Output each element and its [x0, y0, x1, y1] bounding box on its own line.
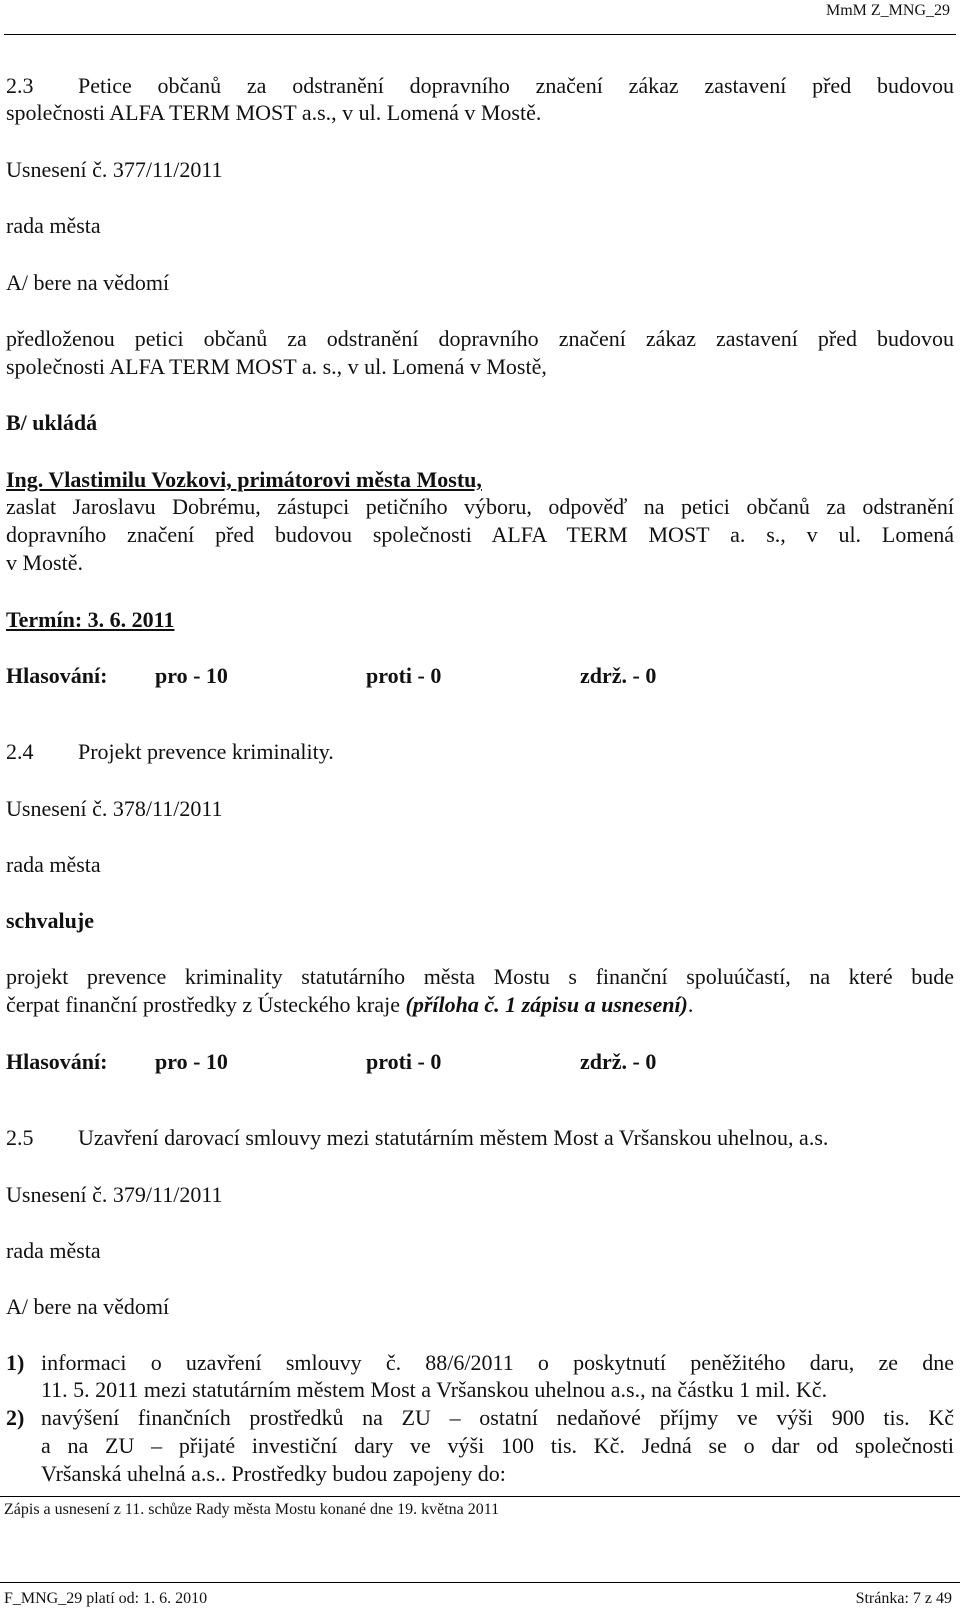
section-b-text: zaslat Jaroslavu Dobrému, zástupci petičního výboru, odpověď na petici občanů za odstranění — [6, 494, 954, 519]
list-item-text-cont: 11. 5. 2011 mezi statutárním městem Most a Vršanskou uhelnou a.s., na částku 1 mil. Kč. — [41, 1377, 828, 1402]
vote-zdrz: zdrž. - 0 — [580, 663, 657, 688]
vote-zdrz: zdrž. - 0 — [580, 1049, 657, 1074]
section-a-label: A/ bere na vědomí — [6, 1294, 170, 1319]
item-title: Uzavření darovací smlouvy mezi statutárním městem Most a Vršanskou uhelnou, a.s. — [78, 1125, 829, 1150]
section-a-label: A/ bere na vědomí — [6, 270, 170, 295]
footer-rule-bottom — [0, 1582, 960, 1583]
footer-rule — [0, 1496, 960, 1497]
resolution-text-cont — [6, 991, 693, 1019]
attachment-reference: (příloha č. 1 zápisu a usnesení) — [405, 992, 688, 1017]
vote-pro: pro - 10 — [155, 1049, 228, 1074]
page-number: Stránka: 7 z 49 — [855, 1590, 952, 1607]
resolution-number: Usnesení č. 377/11/2011 — [6, 157, 223, 182]
section-a-text-cont: společnosti ALFA TERM MOST a. s., v ul. Lomená v Mostě, — [6, 354, 547, 379]
section-b-text-cont: dopravního značení před budovou společnosti ALFA TERM MOST a. s., v ul. Lomená — [6, 522, 954, 547]
resolution-body: rada města — [6, 213, 101, 238]
list-item-number: 2) — [6, 1405, 25, 1430]
item-number: 2.5 — [6, 1125, 34, 1150]
item-number: 2.3 — [6, 73, 34, 98]
vote-label: Hlasování: — [6, 663, 108, 688]
footer-form: F_MNG_29 platí od: 1. 6. 2010 — [4, 1590, 208, 1607]
vote-label: Hlasování: — [6, 1049, 108, 1074]
list-item-number: 1) — [6, 1350, 25, 1375]
list-item-text: informaci o uzavření smlouvy č. 88/6/2011 o poskytnutí peněžitého daru, ze dne — [41, 1350, 954, 1375]
resolution-body: rada města — [6, 852, 101, 877]
resolution-body: rada města — [6, 1238, 101, 1263]
action-label: schvaluje — [6, 908, 94, 933]
vote-proti: proti - 0 — [366, 663, 442, 688]
list-item-text-cont: a na ZU – přijaté investiční dary ve výši 100 tis. Kč. Jedná se o dar od společnosti — [41, 1433, 954, 1458]
responsible-person: Ing. Vlastimilu Vozkovi, primátorovi města Mostu, — [6, 467, 482, 492]
resolution-text: projekt prevence kriminality statutárního města Mostu s finanční spoluúčastí, na které bude — [6, 964, 954, 989]
item-title-cont: společnosti ALFA TERM MOST a.s., v ul. Lomená v Mostě. — [6, 100, 542, 125]
header-rule — [4, 34, 956, 35]
resolution-number: Usnesení č. 378/11/2011 — [6, 796, 223, 821]
section-b-label: B/ ukládá — [6, 410, 98, 435]
resolution-text-period: . — [687, 992, 694, 1017]
vote-proti: proti - 0 — [366, 1049, 442, 1074]
section-b-text-end: v Mostě. — [6, 550, 83, 575]
item-number: 2.4 — [6, 739, 34, 764]
list-item-text-end: Vršanská uhelná a.s.. Prostředky budou zapojeny do: — [41, 1461, 506, 1486]
document-code: MmM Z_MNG_29 — [825, 2, 950, 19]
item-title: Projekt prevence kriminality. — [78, 739, 334, 764]
footer-meeting: Zápis a usnesení z 11. schůze Rady města Mostu konané dne 19. května 2011 — [4, 1501, 500, 1518]
item-title: Petice občanů za odstranění dopravního značení zákaz zastavení před budovou — [78, 73, 954, 98]
list-item-text: navýšení finančních prostředků na ZU – ostatní nedaňové příjmy ve výši 900 tis. Kč — [41, 1405, 954, 1430]
deadline: Termín: 3. 6. 2011 — [6, 607, 175, 632]
resolution-text-part: čerpat finanční prostředky z Ústeckého kraje — [6, 992, 400, 1017]
section-a-text: předloženou petici občanů za odstranění dopravního značení zákaz zastavení před budovou — [6, 326, 954, 351]
resolution-number: Usnesení č. 379/11/2011 — [6, 1182, 223, 1207]
vote-pro: pro - 10 — [155, 663, 228, 688]
